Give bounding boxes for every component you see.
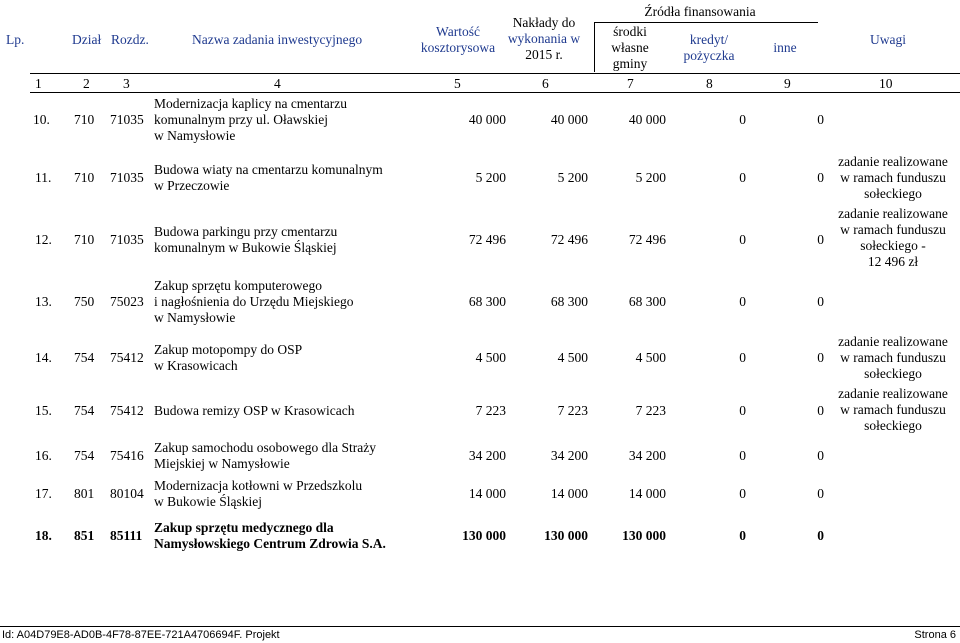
row-dzial: 851 [74,528,95,543]
row-srodki: 68 300 [628,294,666,309]
row-name-line: w Bukowie Śląskiej [154,494,262,509]
header-rule [30,73,960,74]
row-inne: 0 [817,170,824,185]
header-divider [594,22,595,72]
column-number: 7 [627,76,634,91]
row-uwagi-line: w ramach funduszu [840,350,946,365]
row-rozdz: 75412 [110,403,144,418]
row-name-line: w Krasowicach [154,358,238,373]
row-srodki: 7 223 [635,403,666,418]
header-naklady-line: 2015 r. [525,47,563,62]
row-name [154,96,347,144]
row-name-line: Zakup sprzętu medycznego dla [154,520,334,535]
row-naklady: 14 000 [550,486,588,501]
row-inne: 0 [817,448,824,463]
header-naklady-line: wykonania w [507,31,581,46]
row-uwagi [826,206,960,270]
row-uwagi-line: sołeckiego [864,418,922,433]
row-lp: 13. [35,294,52,309]
row-name [154,440,376,472]
column-numbers-rule [30,92,960,93]
row-name [154,342,302,374]
row-name [154,278,353,326]
row-rozdz: 71035 [110,232,144,247]
row-uwagi-line: w ramach funduszu [840,222,946,237]
row-kredyt: 0 [739,232,746,247]
header-kredyt [670,32,748,64]
header-rozdz: Rozdz. [111,32,149,47]
row-wartosc: 68 300 [468,294,506,309]
row-dzial: 754 [74,350,95,365]
row-naklady: 7 223 [557,403,588,418]
row-uwagi-line: zadanie realizowane [838,386,948,401]
row-name-line: Modernizacja kotłowni w Przedszkolu [154,478,363,493]
row-name [154,520,386,552]
row-wartosc: 7 223 [475,403,506,418]
row-uwagi-line: zadanie realizowane [838,154,948,169]
row-srodki: 72 496 [628,232,666,247]
header-wartosc-line: kosztorysowa [420,40,496,55]
row-srodki: 130 000 [622,528,666,543]
row-name-line: Namysłowskiego Centrum Zdrowia S.A. [154,536,386,551]
row-uwagi [826,334,960,382]
row-lp: 15. [35,403,52,418]
header-srodki-line: środki [613,24,647,39]
row-wartosc: 34 200 [468,448,506,463]
row-wartosc: 4 500 [475,350,506,365]
row-uwagi-line: sołeckiego [864,186,922,201]
row-name-line: w Namysłowie [154,128,236,143]
row-inne: 0 [817,486,824,501]
row-inne: 0 [817,112,824,127]
row-naklady: 130 000 [544,528,588,543]
row-uwagi-line: sołeckiego [864,366,922,381]
header-zrodla: Źródła finansowania [644,4,756,19]
header-srodki-line: własne [611,40,649,55]
row-name-line: Budowa wiaty na cmentarzu komunalnym [154,162,383,177]
row-naklady: 4 500 [557,350,588,365]
row-dzial: 710 [74,112,95,127]
row-kredyt: 0 [739,294,746,309]
row-wartosc: 5 200 [475,170,506,185]
row-dzial: 750 [74,294,95,309]
row-kredyt: 0 [739,486,746,501]
row-name-line: i nagłośnienia do Urzędu Miejskiego [154,294,354,309]
row-dzial: 754 [74,448,95,463]
row-lp: 14. [35,350,52,365]
row-inne: 0 [817,232,824,247]
row-name-line: komunalnym przy ul. Oławskiej [154,112,328,127]
row-naklady: 68 300 [550,294,588,309]
row-dzial: 754 [74,403,95,418]
row-name [154,162,383,194]
column-number: 2 [83,76,90,91]
row-wartosc: 40 000 [468,112,506,127]
column-number: 5 [454,76,461,91]
row-name [154,478,362,510]
header-srodki [594,24,666,72]
column-number: 10 [879,76,893,91]
header-uwagi: Uwagi [870,32,906,47]
footer-page-number: Strona 6 [914,629,956,641]
row-naklady: 34 200 [550,448,588,463]
row-name [154,403,354,419]
row-name [154,224,337,256]
row-dzial: 710 [74,232,95,247]
row-kredyt: 0 [739,403,746,418]
row-wartosc: 72 496 [468,232,506,247]
row-lp: 11. [35,170,52,185]
footer-rule [0,626,960,627]
row-srodki: 40 000 [628,112,666,127]
row-naklady: 5 200 [557,170,588,185]
header-divider [594,22,818,23]
header-nazwa: Nazwa zadania inwestycyjnego [192,32,363,47]
column-number: 4 [274,76,281,91]
row-rozdz: 75416 [110,448,144,463]
row-name-line: Budowa remizy OSP w Krasowicach [154,403,355,418]
row-name-line: Zakup motopompy do OSP [154,342,303,357]
row-lp: 16. [35,448,52,463]
header-naklady [500,15,588,63]
row-lp: 10. [33,112,50,127]
row-kredyt: 0 [739,528,746,543]
row-lp: 18. [35,528,52,543]
row-uwagi-line: zadanie realizowane [838,206,948,221]
row-name-line: Budowa parkingu przy cmentarzu [154,224,338,239]
row-rozdz: 80104 [110,486,144,501]
row-srodki: 14 000 [628,486,666,501]
row-rozdz: 71035 [110,112,144,127]
row-kredyt: 0 [739,170,746,185]
row-rozdz: 75023 [110,294,144,309]
row-naklady: 72 496 [550,232,588,247]
header-dzial: Dział [72,32,102,47]
row-inne: 0 [817,350,824,365]
column-number: 3 [123,76,130,91]
header-wartosc [408,24,508,56]
row-inne: 0 [817,294,824,309]
row-uwagi [826,154,960,202]
column-number: 1 [35,76,42,91]
row-name-line: komunalnym w Bukowie Śląskiej [154,240,337,255]
row-naklady: 40 000 [550,112,588,127]
header-wartosc-line: Wartość [436,24,480,39]
column-number: 9 [784,76,791,91]
row-lp: 17. [35,486,52,501]
row-rozdz: 75412 [110,350,144,365]
row-wartosc: 14 000 [468,486,506,501]
row-rozdz: 85111 [110,528,143,543]
footer-document-id: Id: A04D79E8-AD0B-4F78-87EE-721A4706694F. Projekt [2,629,280,641]
row-uwagi-line: zadanie realizowane [838,334,948,349]
row-name-line: w Przeczowie [154,178,230,193]
row-kredyt: 0 [739,448,746,463]
header-inne: inne [773,40,797,55]
row-name-line: Zakup samochodu osobowego dla Straży [154,440,376,455]
row-uwagi-line: w ramach funduszu [840,170,946,185]
row-srodki: 4 500 [635,350,666,365]
row-uwagi-line: 12 496 zł [867,254,919,269]
header-srodki-line: gminy [612,56,648,71]
row-inne: 0 [817,528,824,543]
row-srodki: 34 200 [628,448,666,463]
row-uwagi-line: sołeckiego - [860,238,926,253]
header-naklady-line: Nakłady do [512,15,576,30]
column-number: 6 [542,76,549,91]
row-inne: 0 [817,403,824,418]
row-rozdz: 71035 [110,170,144,185]
row-wartosc: 130 000 [462,528,506,543]
row-kredyt: 0 [739,112,746,127]
row-name-line: Modernizacja kaplicy na cmentarzu [154,96,348,111]
row-srodki: 5 200 [635,170,666,185]
row-name-line: w Namysłowie [154,310,236,325]
row-dzial: 801 [74,486,95,501]
row-uwagi [826,386,960,434]
column-number: 8 [706,76,713,91]
row-name-line: Miejskiej w Namysłowie [154,456,290,471]
row-kredyt: 0 [739,350,746,365]
row-uwagi-line: w ramach funduszu [840,402,946,417]
header-lp: Lp. [6,32,25,47]
header-kredyt-line: pożyczka [683,48,735,63]
row-name-line: Zakup sprzętu komputerowego [154,278,322,293]
header-kredyt-line: kredyt/ [689,32,729,47]
row-lp: 12. [35,232,52,247]
row-dzial: 710 [74,170,95,185]
